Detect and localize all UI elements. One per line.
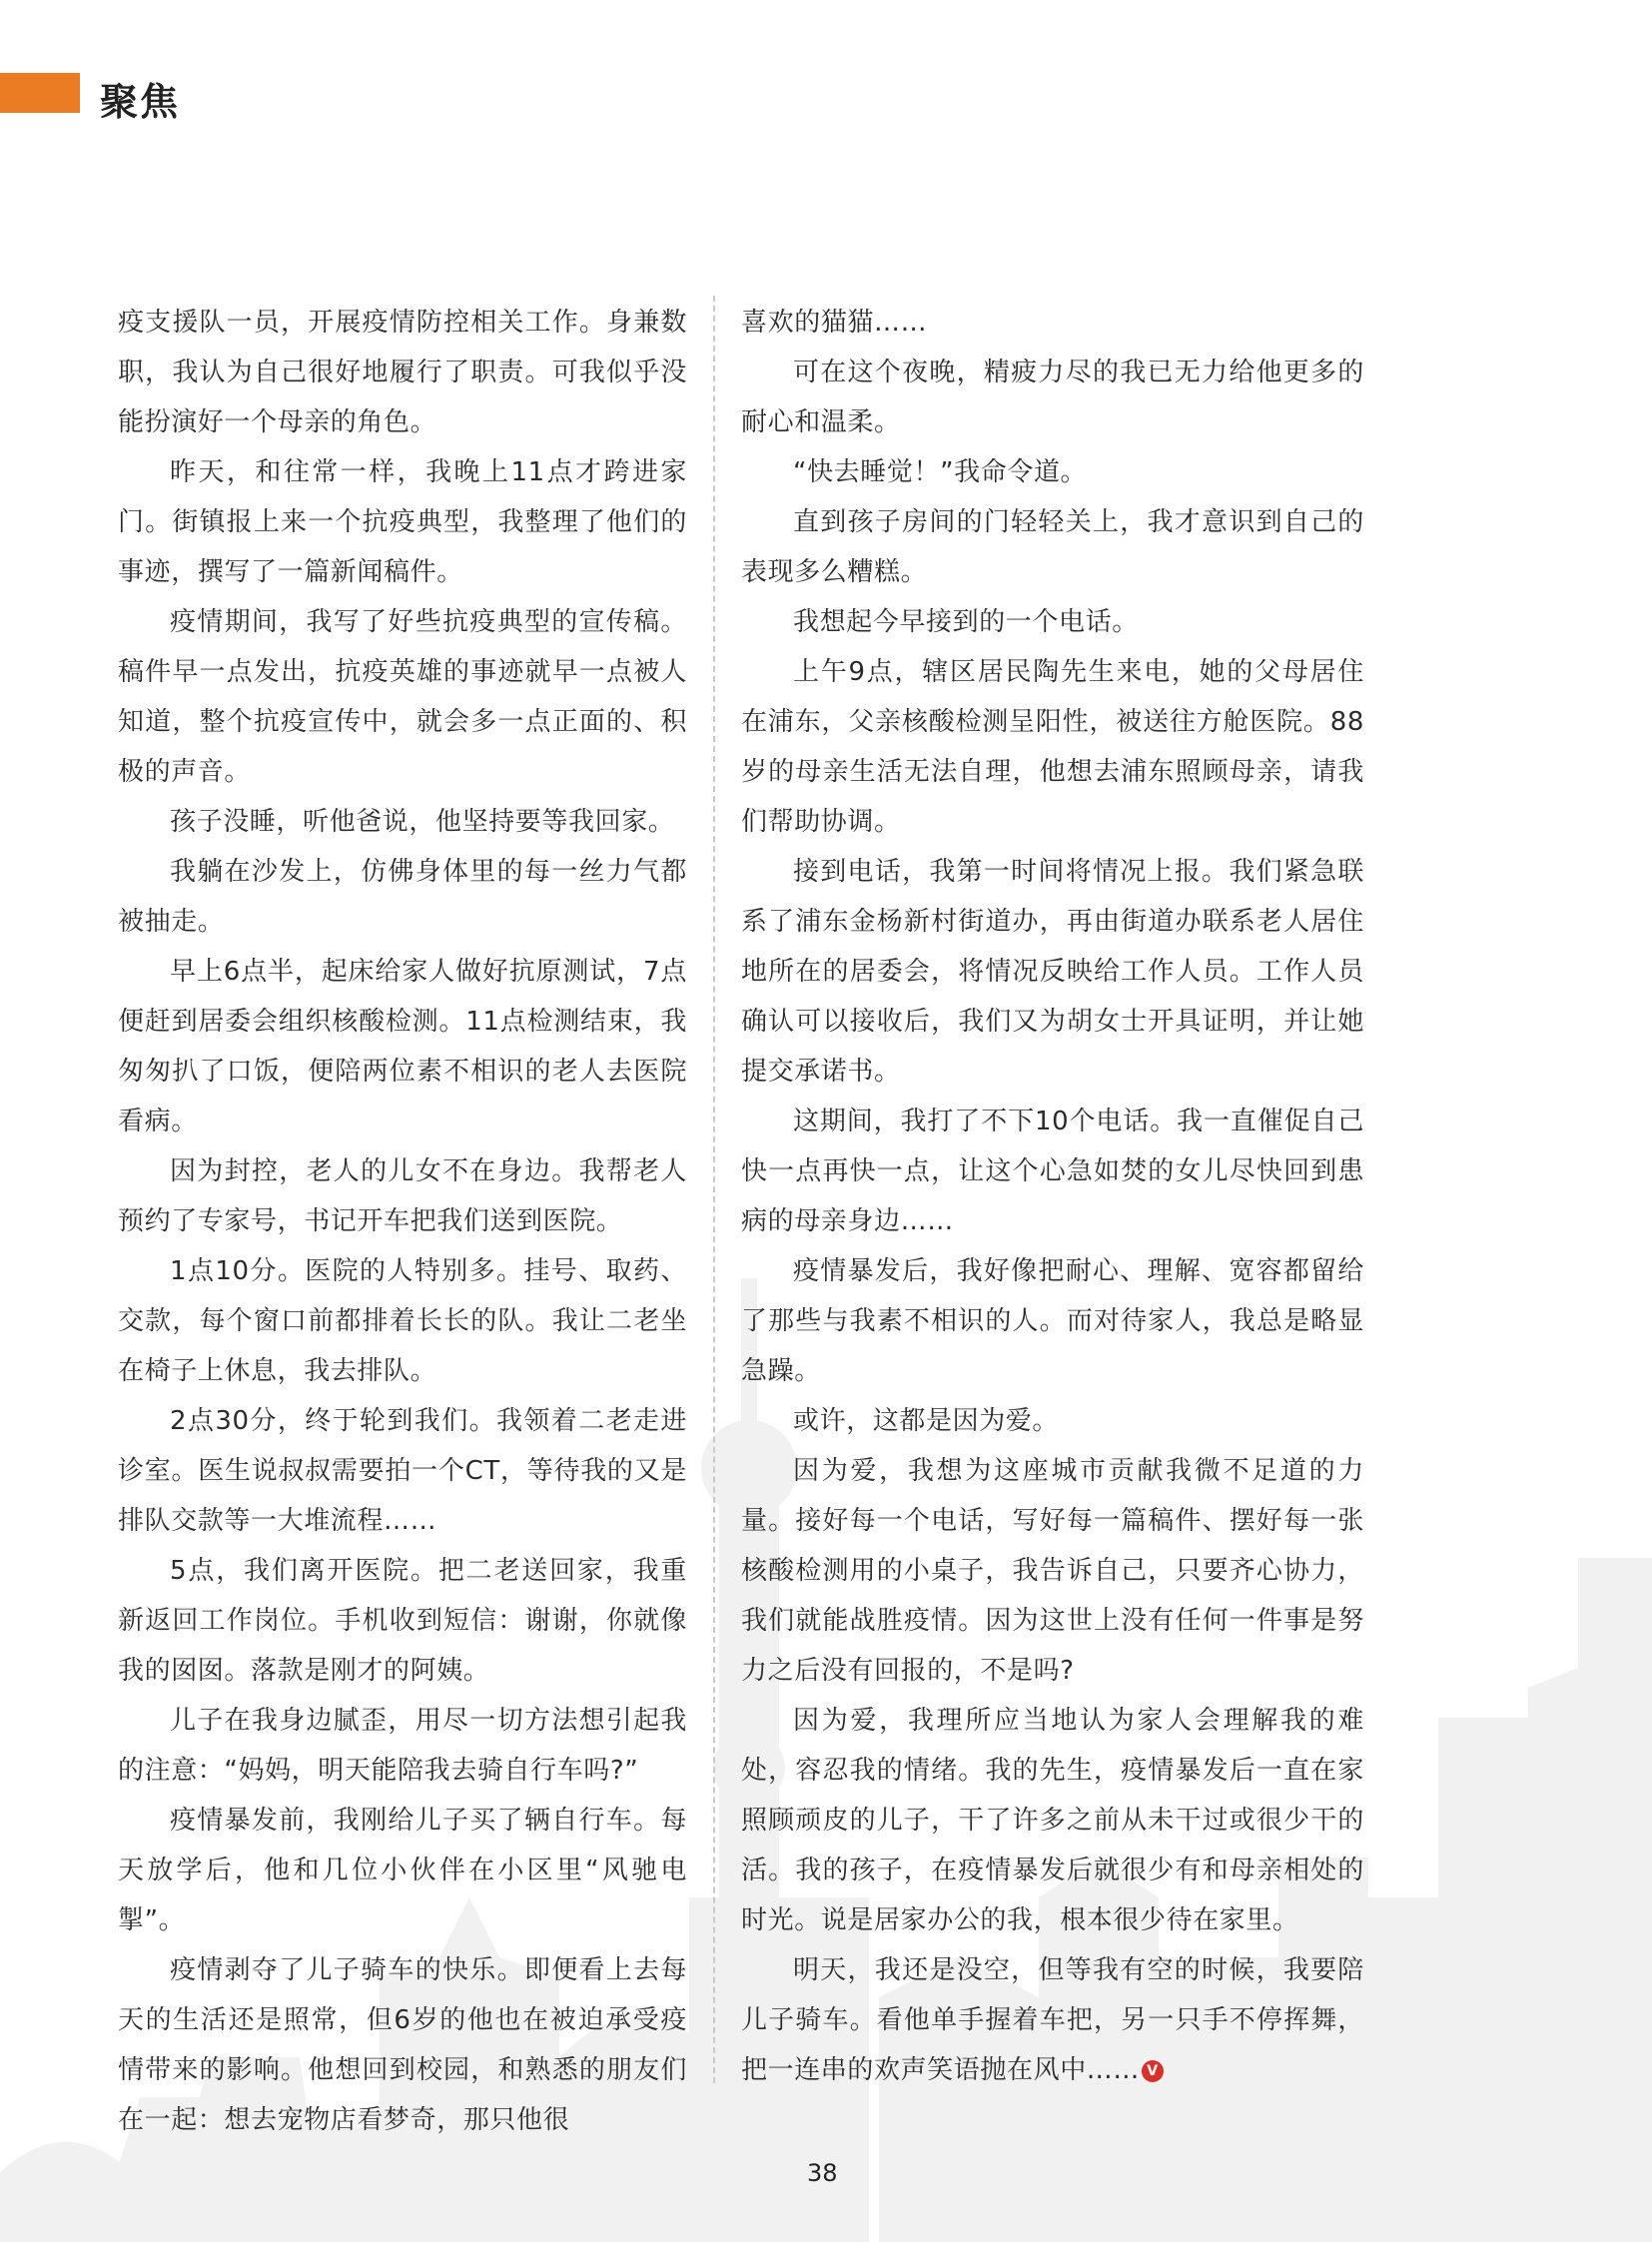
paragraph-text: 直到孩子房间的门轻轻关上，我才意识到自己的表现多么糟糕。 — [741, 507, 1364, 587]
paragraph-text: 接到电话，我第一时间将情况上报。我们紧急联系了浦东金杨新村街道办，再由街道办联系老人居住地所在的居委会，将情况反映给工作人员。工作人员确认可以接收后，我们又为胡女士开具证明，并让她提交承诺书。 — [741, 857, 1364, 1087]
paragraph-text: 我躺在沙发上，仿佛身体里的每一丝力气都被抽走。 — [118, 857, 687, 937]
paragraph — [118, 447, 687, 597]
paragraph-text: 疫情暴发前，我刚给儿子买了辆自行车。每天放学后，他和几位小伙伴在小区里“风驰电掣”。 — [118, 1806, 687, 1935]
paragraph — [118, 298, 687, 447]
paragraph — [741, 497, 1364, 597]
paragraph-text: “快去睡觉！”我命令道。 — [793, 457, 1088, 487]
paragraph-text: 5点，我们离开医院。把二老送回家，我重新返回工作岗位。手机收到短信：谢谢，你就像我的囡囡。落款是刚才的阿姨。 — [118, 1556, 687, 1686]
paragraph-text: 孩子没睡，听他爸说，他坚持要等我回家。 — [170, 807, 675, 837]
paragraph — [118, 1246, 687, 1396]
article-column-left — [118, 298, 687, 2145]
article-column-right — [741, 298, 1364, 2095]
paragraph — [118, 1945, 687, 2145]
paragraph — [118, 797, 687, 847]
paragraph — [741, 647, 1364, 847]
paragraph — [741, 1396, 1364, 1446]
paragraph-text: 上午9点，辖区居民陶先生来电，她的父母居住在浦东，父亲核酸检测呈阳性，被送往方舱医院。88岁的母亲生活无法自理，他想去浦东照顾母亲，请我们帮助协调。 — [741, 657, 1364, 837]
paragraph-text: 2点30分，终于轮到我们。我领着二老走进诊室。医生说叔叔需要拍一个CT，等待我的又是排队交款等一大堆流程…… — [118, 1406, 687, 1536]
paragraph — [118, 1146, 687, 1246]
red-v-circle-icon: V — [1142, 2060, 1164, 2082]
paragraph — [118, 1396, 687, 1546]
paragraph-text: 因为封控，老人的儿女不在身边。我帮老人预约了专家号，书记开车把我们送到医院。 — [118, 1156, 687, 1236]
paragraph-text: 明天，我还是没空，但等我有空的时候，我要陪儿子骑车。看他单手握着车把，另一只手不停挥舞，把一连串的欢声笑语抛在风中…… — [741, 1955, 1364, 2085]
paragraph-text: 我想起今早接到的一个电话。 — [793, 607, 1139, 637]
paragraph — [118, 947, 687, 1146]
paragraph-text: 疫情剥夺了儿子骑车的快乐。即便看上去每天的生活还是照常，但6岁的他也在被迫承受疫情带来的影响。他想回到校园，和熟悉的朋友们在一起：想去宠物店看梦奇，那只他很 — [118, 1955, 687, 2135]
paragraph-text: 或许，这都是因为爱。 — [793, 1406, 1060, 1436]
paragraph — [741, 1446, 1364, 1696]
paragraph — [741, 1696, 1364, 1945]
paragraph-text: 喜欢的猫猫…… — [741, 308, 928, 338]
paragraph-text: 疫支援队一员，开展疫情防控相关工作。身兼数职，我认为自己很好地履行了职责。可我似乎没能扮演好一个母亲的角色。 — [118, 308, 687, 437]
paragraph — [741, 597, 1364, 647]
column-divider — [713, 296, 715, 2083]
paragraph-text: 1点10分。医院的人特别多。挂号、取药、交款，每个窗口前都排着长长的队。我让二老坐在椅子上休息，我去排队。 — [118, 1256, 687, 1386]
paragraph-text: 儿子在我身边腻歪，用尽一切方法想引起我的注意：“妈妈，明天能陪我去骑自行车吗?” — [118, 1706, 687, 1786]
paragraph-text: 可在这个夜晚，精疲力尽的我已无力给他更多的耐心和温柔。 — [741, 358, 1364, 437]
paragraph-text: 早上6点半，起床给家人做好抗原测试，7点便赶到居委会组织核酸检测。11点检测结束，我匆匆扒了口饭，便陪两位素不相识的老人去医院看病。 — [118, 957, 687, 1136]
paragraph-text: 疫情暴发后，我好像把耐心、理解、宽容都留给了那些与我素不相识的人。而对待家人，我总是略显急躁。 — [741, 1256, 1364, 1386]
paragraph-text: 因为爱，我理所应当地认为家人会理解我的难处，容忍我的情绪。我的先生，疫情暴发后一直在家照顾顽皮的儿子，干了许多之前从未干过或很少干的活。我的孩子，在疫情暴发后就很少有和母亲相处的时光。说是居家办公的我，根本很少待在家里。 — [741, 1706, 1364, 1935]
page-number: 38 — [807, 2159, 838, 2187]
paragraph — [741, 298, 1364, 348]
paragraph — [741, 348, 1364, 447]
paragraph — [741, 1246, 1364, 1396]
paragraph — [118, 597, 687, 797]
paragraph-text: 因为爱，我想为这座城市贡献我微不足道的力量。接好每一个电话，写好每一篇稿件、摆好每一张核酸检测用的小桌子，我告诉自己，只要齐心协力，我们就能战胜疫情。因为这世上没有任何一件事是努力之后没有回报的，不是吗? — [741, 1456, 1364, 1686]
paragraph-text: 疫情期间，我写了好些抗疫典型的宣传稿。稿件早一点发出，抗疫英雄的事迹就早一点被人知道，整个抗疫宣传中，就会多一点正面的、积极的声音。 — [118, 607, 687, 787]
paragraph — [118, 1696, 687, 1796]
paragraph — [741, 447, 1364, 497]
paragraph — [118, 1546, 687, 1696]
section-label: 聚焦 — [100, 80, 181, 124]
paragraph-text: 这期间，我打了不下10个电话。我一直催促自己快一点再快一点，让这个心急如焚的女儿尽快回到患病的母亲身边…… — [741, 1107, 1364, 1236]
paragraph — [118, 847, 687, 947]
section-accent-bar — [0, 73, 80, 113]
paragraph — [118, 1796, 687, 1945]
paragraph — [741, 1097, 1364, 1246]
paragraph — [741, 1945, 1364, 2095]
paragraph — [741, 847, 1364, 1097]
paragraph-text: 昨天，和往常一样，我晚上11点才跨进家门。街镇报上来一个抗疫典型，我整理了他们的事迹，撰写了一篇新闻稿件。 — [118, 457, 687, 587]
